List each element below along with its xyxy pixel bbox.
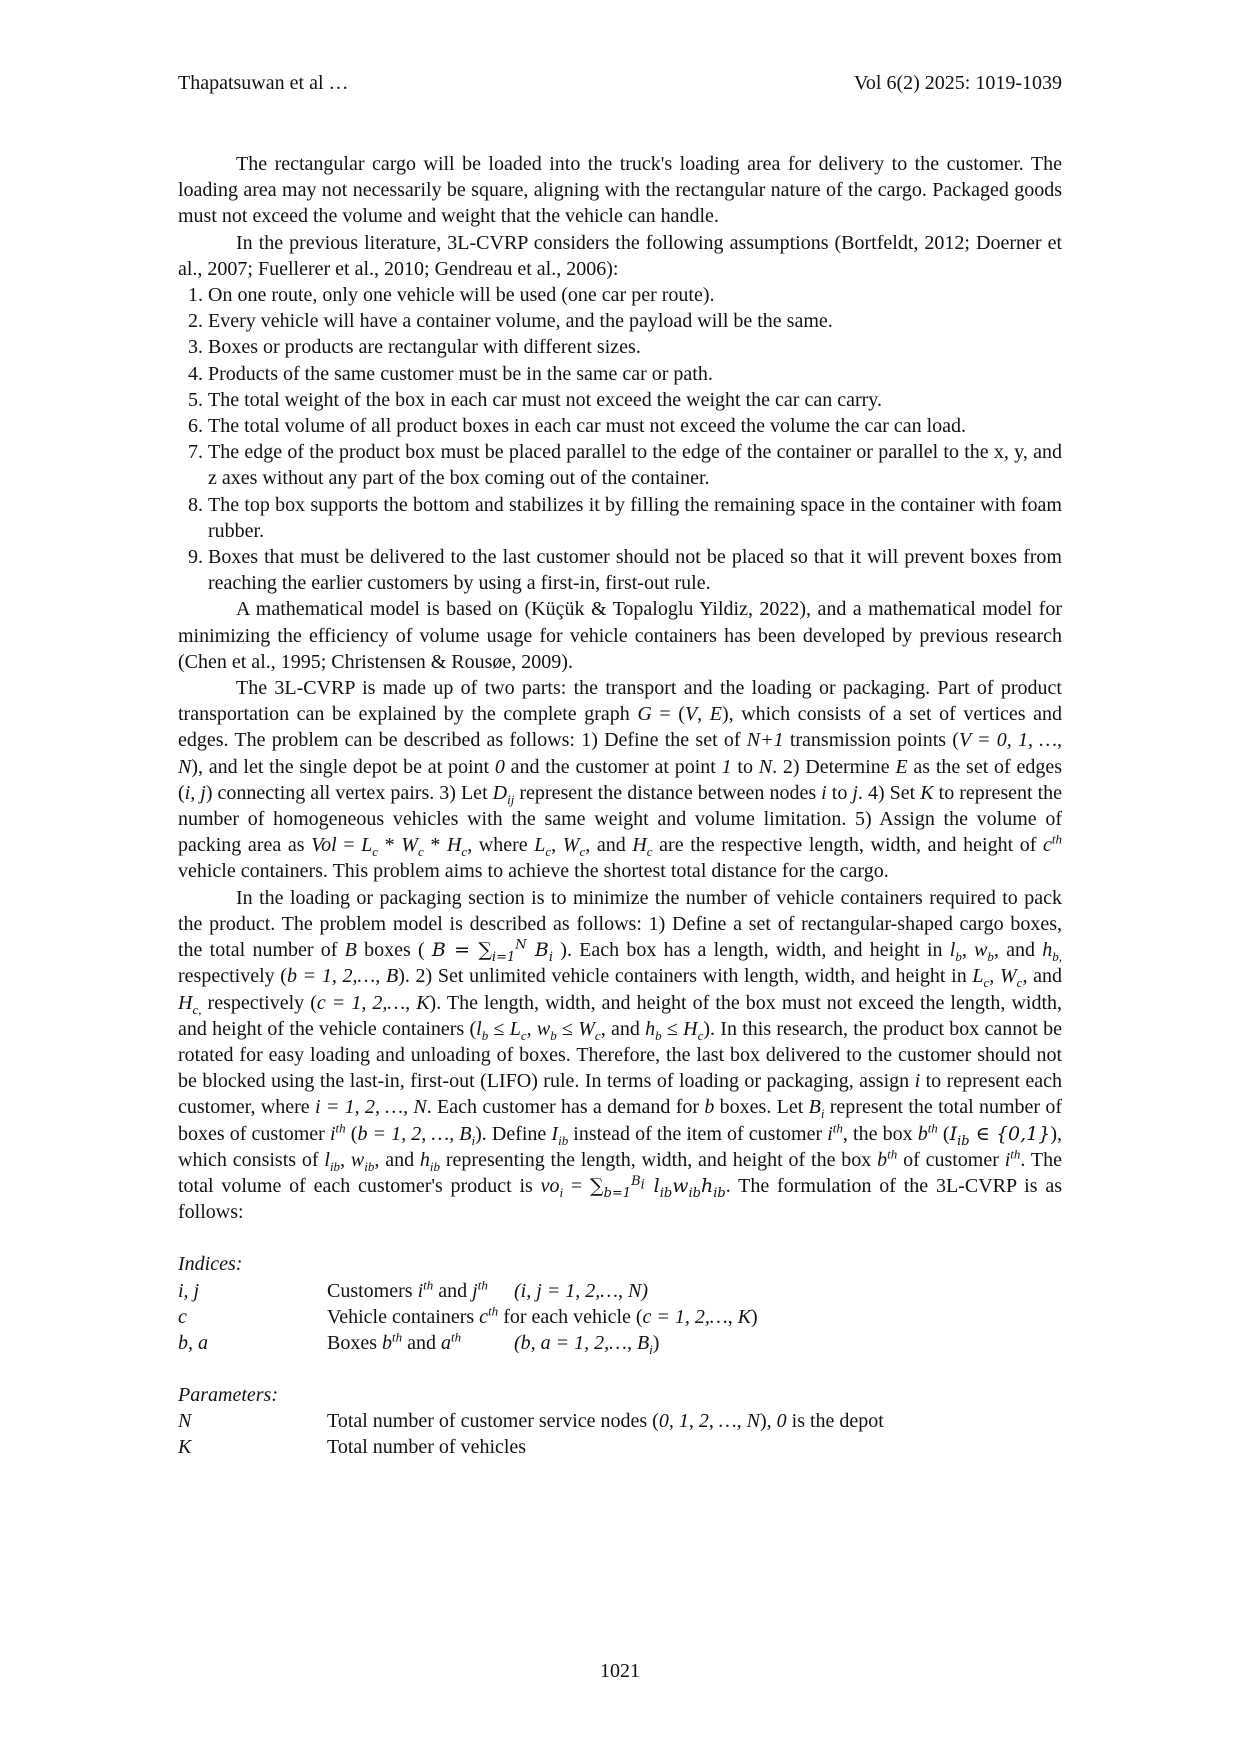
- header-authors: Thapatsuwan et al …: [178, 72, 349, 94]
- definitions: [178, 1251, 1062, 1460]
- assumption-item: 4. Products of the same customer must be in the same car or path.: [208, 361, 1062, 387]
- assumption-item: 5. The total weight of the box in each car must not exceed the weight the car can carry.: [208, 387, 1062, 413]
- index-row: b, a Boxes $b^{th}$ and $a^{th}$ (b, a = 1, 2,…, $B_i$): [178, 1329, 660, 1357]
- assumption-item: 9. Boxes that must be delivered to the last customer should not be placed so that it will prevent boxes from reaching the earlier customers by using a first-in, first-out rule.: [208, 544, 1062, 596]
- assumption-item: 1. On one route, only one vehicle will be used (one car per route).: [208, 282, 1062, 308]
- assumption-item: 7. The edge of the product box must be placed parallel to the edge of the container or parallel to the x, y, and z axes without any part of the box coming out of the container.: [208, 439, 1062, 491]
- assumption-item: 8. The top box supports the bottom and stabilizes it by filling the remaining space in the container with foam rubber.: [208, 492, 1062, 544]
- running-header: [178, 72, 1062, 102]
- index-row: c Vehicle containers $c^{th}$ for each vehicle (c = 1, 2,…, K): [178, 1303, 758, 1328]
- paragraph-model-basis: A mathematical model is based on (Küçük & Topaloglu Yildiz, 2022), and a mathematical model for minimizing the efficiency of volume usage for vehicle containers has been developed by previous research (Chen et al., 1995; Christensen & Rousøe, 2009).: [178, 598, 1062, 673]
- paragraph-intro-1: The rectangular cargo will be loaded into the truck's loading area for delivery to the customer. The loading area may not necessarily be square, aligning with the rectangular nature of the cargo. Packaged goods must not exceed the volume and weight that the vehicle can handle.: [178, 153, 1062, 228]
- assumption-item: 3. Boxes or products are rectangular with different sizes.: [208, 334, 1062, 360]
- assumption-item: 6. The total volume of all product boxes in each car must not exceed the volume the car can load.: [208, 413, 1062, 439]
- page-body: [178, 151, 1062, 1461]
- paragraph-loading: In the loading or packaging section is to minimize the number of vehicle containers required to pack the product. The problem model is described as follows: 1) Define a set of rectangular-shaped cargo boxes, the total number of B boxes ( $B = \sum_{i=1}^N$ $B_i$ ). Each box has a length, width, and height in $l_b$, $w_b$, and $h_{b,}$ respectively (b = 1, 2,…, B). 2) Set unlimited vehicle containers with length, width, and height in $L_c$, $W_c$, and $H_{c,}$ respectively (c = 1, 2,…, K). The length, width, and height of the box must not exceed the length, width, and height of the vehicle containers ($l_b \le L_c$, $w_b \le W_c$, and $h_b \le H_c$). In this research, the product box cannot be rotated for easy loading and unloading of boxes. Therefore, the last box delivered to the customer should not be blocked using the last-in, first-out (LIFO) rule. In terms of loading or packaging, assign i to represent each customer, where i = 1, 2, …, N. Each customer has a demand for b boxes. Let $B_i$ represent the total number of boxes of customer $i^{th}$ (b = 1, 2, …, $B_i$). Define $I_{ib}$ instead of the item of customer $i^{th}$, the box $b^{th}$ ($I_{ib}$ ∈ {0,1}), which consists of $l_{ib}$, $w_{ib}$, and $h_{ib}$ representing the length, width, and height of the box $b^{th}$ of customer $i^{th}$. The total volume of each customer's product is $vo_i = \sum_{b=1}^{B_i}$ $l_{ib}w_{ib}h_{ib}$. The formulation of the 3L-CVRP is as follows:: [178, 886, 1063, 1224]
- assumption-list: [178, 282, 1062, 596]
- header-volume: Vol 6(2) 2025: 1019-1039: [854, 72, 1062, 94]
- index-row: i, j Customers $i^{th}$ and $j^{th}$ (i, j = 1, 2,…, N): [178, 1276, 649, 1302]
- parameter-row: N Total number of customer service nodes (0, 1, 2, …, N), 0 is the depot: [178, 1410, 884, 1433]
- parameters-title: Parameters:: [178, 1384, 278, 1407]
- page-number: 1021: [600, 1660, 640, 1682]
- assumption-item: 2. Every vehicle will have a container volume, and the payload will be the same.: [208, 308, 1062, 334]
- paragraph-intro-2: In the previous literature, 3L-CVRP considers the following assumptions (Bortfeldt, 2012; Doerner et al., 2007; Fuellerer et al., 2010; Gendreau et al., 2006):: [178, 231, 1062, 280]
- paragraph-transport: The 3L-CVRP is made up of two parts: the transport and the loading or packaging. Part of product transportation can be explained by the complete graph G = (V, E), which consists of a set of vertices and edges. The problem can be described as follows: 1) Define the set of N+1 transmission points (V = 0, 1, …, N), and let the single depot be at point 0 and the customer at point 1 to N. 2) Determine E as the set of edges (i, j) connecting all vertex pairs. 3) Let $D_{ij}$ represent the distance between nodes i to j. 4) Set K to represent the number of homogeneous vehicles with the same weight and volume limitation. 5) Assign the volume of packing area as Vol = $L_c * W_c * H_c$, where $L_c$, $W_c$, and $H_c$ are the respective length, width, and height of $c^{th}$ vehicle containers. This problem aims to achieve the shortest total distance for the cargo.: [178, 677, 1063, 883]
- indices-title: Indices:: [178, 1253, 243, 1276]
- parameter-row: K Total number of vehicles: [178, 1436, 527, 1459]
